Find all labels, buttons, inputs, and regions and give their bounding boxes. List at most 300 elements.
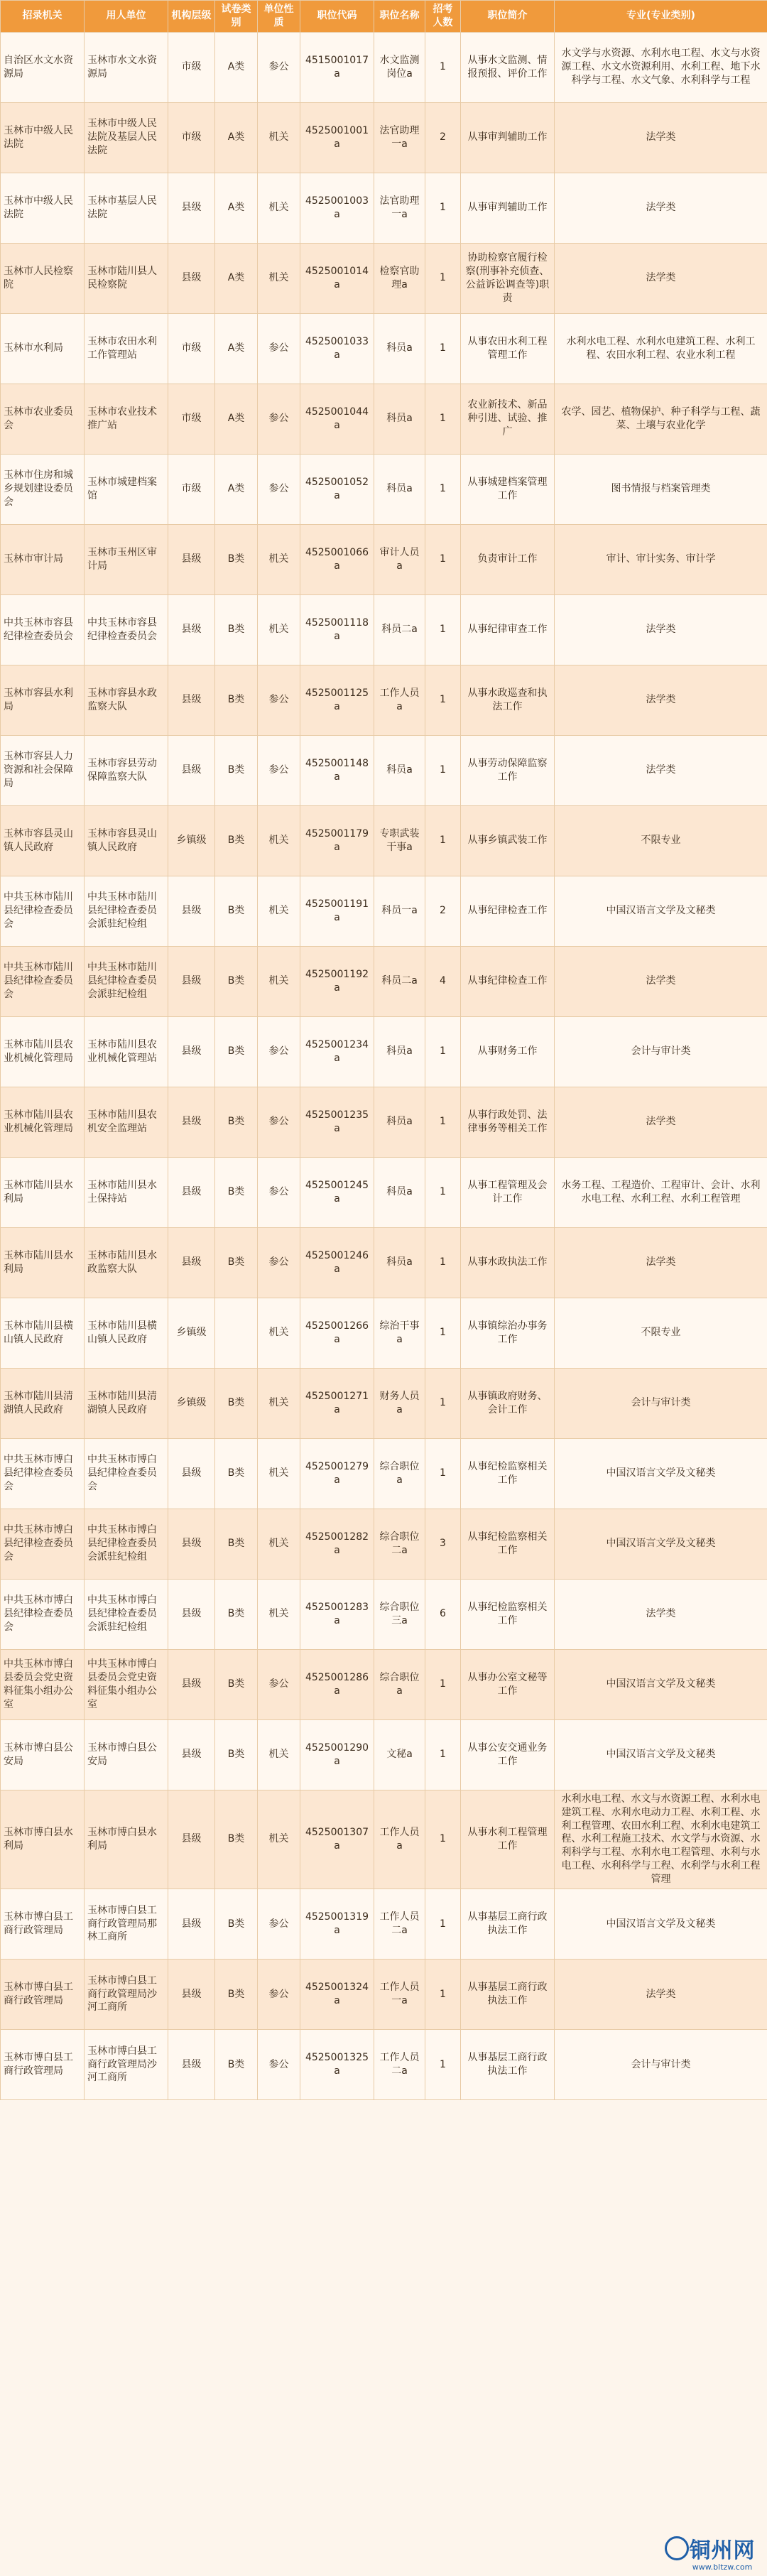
table-cell: 从事水政巡查和执法工作 [461,665,555,735]
table-cell: 中共玉林市陆川县纪律检查委员会 [1,946,85,1016]
table-cell: 协助检察官履行检察(刑事补充侦查、公益诉讼调查等)职责 [461,243,555,313]
table-cell: 从事基层工商行政执法工作 [461,2030,555,2100]
table-cell: 农学、园艺、植物保护、种子科学与工程、蔬菜、土壤与农业化学 [555,384,767,454]
table-cell: 1 [425,1889,461,1960]
table-cell: 1 [425,1790,461,1888]
table-cell: 中共玉林市陆川县纪律检查委员会派驻纪检组 [85,946,168,1016]
table-row [1,735,767,805]
table-cell: 玉林市博白县水利局 [85,1790,168,1888]
table-cell: 玉林市农田水利工作管理站 [85,313,168,384]
table-row [1,173,767,243]
table-cell: 法学类 [555,102,767,173]
table-cell: 1 [425,384,461,454]
table-cell: 参公 [258,384,300,454]
table-cell: B类 [215,1509,258,1579]
table-cell: 玉林市陆川县农机安全监理站 [85,1087,168,1157]
table-cell: 4525001279a [300,1438,374,1509]
table-cell: 法学类 [555,594,767,665]
table-cell: 4525001271a [300,1368,374,1438]
table-cell: 玉林市玉州区审计局 [85,524,168,594]
table-cell: 中共玉林市容县纪律检查委员会 [85,594,168,665]
table-cell: 1 [425,1157,461,1227]
column-header: 招录机关 [1,1,85,33]
table-cell: 4525001014a [300,243,374,313]
table-row [1,665,767,735]
table-cell: 1 [425,524,461,594]
table-cell: 从事工程管理及会计工作 [461,1157,555,1227]
table-cell: A类 [215,243,258,313]
table-cell: 中国汉语言文学及文秘类 [555,876,767,946]
table-cell: 1 [425,1960,461,2030]
column-header: 单位性质 [258,1,300,33]
table-cell: 1 [425,665,461,735]
table-cell: A类 [215,173,258,243]
table-cell: 玉林市容县水政监察大队 [85,665,168,735]
table-cell: 从事乡镇武装工作 [461,805,555,876]
table-cell: 1 [425,1719,461,1790]
table-cell: 县级 [168,524,215,594]
table-cell: 4525001234a [300,1016,374,1087]
table-cell: 中共玉林市博白县纪律检查委员会 [1,1579,85,1649]
table-cell: B类 [215,1438,258,1509]
table-cell: 2 [425,876,461,946]
table-cell: 4525001282a [300,1509,374,1579]
table-cell: 水文学与水资源、水利水电工程、水文与水资源工程、水文水资源利用、水利工程、地下水科学与工程、水文气象、水利科学与工程 [555,32,767,102]
table-cell: 工作人员二a [374,2030,425,2100]
table-cell: 中共玉林市陆川县纪律检查委员会 [1,876,85,946]
table-cell: 4525001179a [300,805,374,876]
table-cell: 玉林市农业技术推广站 [85,384,168,454]
table-cell: 法学类 [555,1960,767,2030]
table-cell: 水利水电工程、水文与水资源工程、水利水电建筑工程、水利水电动力工程、水利工程、水利工程管理、农田水利工程、水利水电建筑工程、水利工程施工技术、水文学与水资源、水利科学与工程、水利水电工程管理、水利与水电工程、水利科学与工程、水利学与水利工程管理 [555,1790,767,1888]
table-cell: 参公 [258,313,300,384]
table-cell: 4525001001a [300,102,374,173]
table-cell: 自治区水文水资源局 [1,32,85,102]
table-row [1,384,767,454]
table-cell: 从事基层工商行政执法工作 [461,1960,555,2030]
table-cell: 3 [425,1509,461,1579]
table-cell: 会计与审计类 [555,1368,767,1438]
table-cell: 玉林市博白县公安局 [1,1719,85,1790]
table-cell: 科员a [374,454,425,524]
table-cell: 检察官助理a [374,243,425,313]
table-cell: 1 [425,243,461,313]
site-logo-icon [665,2536,689,2560]
table-cell: 玉林市中级人民法院 [1,173,85,243]
table-cell: 县级 [168,876,215,946]
table-cell: 4525001125a [300,665,374,735]
table-cell: 县级 [168,173,215,243]
table-cell: 从事纪律检查工作 [461,946,555,1016]
table-cell: 从事纪律审查工作 [461,594,555,665]
table-cell: 2 [425,102,461,173]
table-cell: 从事水文监测、情报预报、评价工作 [461,32,555,102]
table-cell: 县级 [168,1719,215,1790]
table-cell: 乡镇级 [168,1368,215,1438]
watermark-title: 铜州网 [689,2538,756,2563]
table-cell: 1 [425,594,461,665]
table-cell: 1 [425,173,461,243]
table-cell: 法学类 [555,1087,767,1157]
table-cell: 法官助理一a [374,102,425,173]
table-cell: 从事审判辅助工作 [461,173,555,243]
table-cell: 参公 [258,735,300,805]
table-cell: 玉林市农业委员会 [1,384,85,454]
table-cell: 玉林市容县水利局 [1,665,85,735]
table-cell: 不限专业 [555,805,767,876]
table-cell: 县级 [168,1509,215,1579]
table-cell: 1 [425,1227,461,1298]
table-cell: 县级 [168,946,215,1016]
table-cell: 综合职位a [374,1649,425,1719]
table-cell: 玉林市容县灵山镇人民政府 [1,805,85,876]
table-cell: 从事镇政府财务、会计工作 [461,1368,555,1438]
table-cell: 玉林市水文水资源局 [85,32,168,102]
table-row [1,1719,767,1790]
table-cell: B类 [215,1579,258,1649]
table-cell: A类 [215,102,258,173]
table-cell: 机关 [258,524,300,594]
table-row [1,1016,767,1087]
table-cell: 县级 [168,735,215,805]
table-cell: 1 [425,1649,461,1719]
table-cell: 综合职位二a [374,1509,425,1579]
table-cell: 4525001319a [300,1889,374,1960]
table-cell: 中共玉林市陆川县纪律检查委员会派驻纪检组 [85,876,168,946]
table-cell: 4525001033a [300,313,374,384]
table-row [1,313,767,384]
table-cell: 4525001235a [300,1087,374,1157]
table-cell: B类 [215,1719,258,1790]
table-row [1,876,767,946]
table-cell: 从事基层工商行政执法工作 [461,1889,555,1960]
table-cell: 玉林市陆川县农业机械化管理局 [1,1016,85,1087]
table-row [1,594,767,665]
table-cell: 中国汉语言文学及文秘类 [555,1889,767,1960]
table-cell: 科员a [374,1016,425,1087]
table-cell: 工作人员一a [374,1960,425,2030]
table-cell: 1 [425,1016,461,1087]
table-cell: 县级 [168,1889,215,1960]
table-cell: 4515001017a [300,32,374,102]
table-cell: 4525001290a [300,1719,374,1790]
column-header: 职位名称 [374,1,425,33]
table-cell: 玉林市博白县工商行政管理局沙河工商所 [85,2030,168,2100]
table-cell: 玉林市城建档案馆 [85,454,168,524]
table-cell: 科员a [374,1087,425,1157]
table-header-row [1,1,767,33]
table-cell: 1 [425,735,461,805]
table-cell: 玉林市陆川县农业机械化管理局 [1,1087,85,1157]
table-cell: 4525001266a [300,1298,374,1368]
table-cell: 玉林市陆川县人民检察院 [85,243,168,313]
table-cell: 玉林市中级人民法院 [1,102,85,173]
table-cell: B类 [215,946,258,1016]
table-cell: 1 [425,1438,461,1509]
table-cell: 从事办公室文秘等工作 [461,1649,555,1719]
table-cell: 机关 [258,173,300,243]
table-row [1,1509,767,1579]
table-cell: 文秘a [374,1719,425,1790]
table-cell: 参公 [258,1087,300,1157]
table-cell: 从事水利工程管理工作 [461,1790,555,1888]
table-cell: 水文监测岗位a [374,32,425,102]
table-cell: 从事纪检监察相关工作 [461,1509,555,1579]
column-header: 用人单位 [85,1,168,33]
table-cell: 县级 [168,1157,215,1227]
column-header: 职位代码 [300,1,374,33]
table-cell: 乡镇级 [168,1298,215,1368]
table-cell: 图书情报与档案管理类 [555,454,767,524]
table-cell: 4525001283a [300,1579,374,1649]
table-cell: 中国汉语言文学及文秘类 [555,1719,767,1790]
table-cell: 1 [425,313,461,384]
table-row [1,1438,767,1509]
table-cell: 机关 [258,1790,300,1888]
table-cell: 玉林市容县劳动保障监察大队 [85,735,168,805]
table-cell: 玉林市陆川县水利局 [1,1227,85,1298]
table-cell: 机关 [258,102,300,173]
table-row [1,805,767,876]
table-cell: 1 [425,1298,461,1368]
table-cell: 1 [425,2030,461,2100]
table-cell: 4525001044a [300,384,374,454]
table-cell: 水利水电工程、水利水电建筑工程、水利工程、农田水利工程、农业水利工程 [555,313,767,384]
table-cell: 玉林市博白县工商行政管理局 [1,1889,85,1960]
table-row [1,1579,767,1649]
table-cell: 工作人员a [374,665,425,735]
table-cell: 从事农田水利工程管理工作 [461,313,555,384]
table-cell: 玉林市陆川县水土保持站 [85,1157,168,1227]
table-cell: B类 [215,1016,258,1087]
column-header: 招考人数 [425,1,461,33]
table-cell: 4525001148a [300,735,374,805]
table-cell: 4525001286a [300,1649,374,1719]
table-cell: 机关 [258,243,300,313]
table-cell: 科员a [374,1157,425,1227]
table-cell: 玉林市水利局 [1,313,85,384]
table-cell: 负责审计工作 [461,524,555,594]
watermark-url: www.bltzw.com [692,2562,753,2572]
table-cell: B类 [215,1087,258,1157]
table-cell: 机关 [258,594,300,665]
table-cell: 从事财务工作 [461,1016,555,1087]
table-cell: 参公 [258,1960,300,2030]
table-cell: B类 [215,524,258,594]
table-cell: 县级 [168,1960,215,2030]
table-row [1,946,767,1016]
table-cell: 参公 [258,454,300,524]
table-cell: 县级 [168,2030,215,2100]
table-cell: 会计与审计类 [555,1016,767,1087]
table-cell: 玉林市博白县公安局 [85,1719,168,1790]
table-cell: 农业新技术、新品种引进、试验、推广 [461,384,555,454]
table-cell: 玉林市博白县水利局 [1,1790,85,1888]
table-cell: 综合职位三a [374,1579,425,1649]
table-cell: 从事审判辅助工作 [461,102,555,173]
table-cell: 科员a [374,384,425,454]
table-cell: 中共玉林市博白县纪律检查委员会派驻纪检组 [85,1579,168,1649]
table-cell: 从事劳动保障监察工作 [461,735,555,805]
table-row [1,1087,767,1157]
site-watermark [662,2532,761,2572]
table-cell: B类 [215,1960,258,2030]
table-cell: 参公 [258,32,300,102]
table-cell: 玉林市审计局 [1,524,85,594]
table-cell: 市级 [168,313,215,384]
table-cell: 法学类 [555,243,767,313]
table-cell: 玉林市博白县工商行政管理局沙河工商所 [85,1960,168,2030]
table-cell: B类 [215,735,258,805]
table-cell: 审计人员a [374,524,425,594]
table-row [1,1889,767,1960]
table-cell: B类 [215,1790,258,1888]
table-cell: 机关 [258,946,300,1016]
table-cell: 工作人员a [374,1790,425,1888]
table-cell: B类 [215,1368,258,1438]
table-cell: 玉林市陆川县横山镇人民政府 [1,1298,85,1368]
table-cell: 从事纪检监察相关工作 [461,1579,555,1649]
table-cell: 科员二a [374,946,425,1016]
table-cell: 玉林市陆川县水政监察大队 [85,1227,168,1298]
table-cell: A类 [215,313,258,384]
table-row [1,32,767,102]
table-cell: 市级 [168,384,215,454]
table-row [1,454,767,524]
table-cell: B类 [215,876,258,946]
table-cell: 中共玉林市博白县纪律检查委员会 [1,1438,85,1509]
table-cell: 法学类 [555,1227,767,1298]
table-cell: 4525001324a [300,1960,374,2030]
table-cell: 4525001003a [300,173,374,243]
table-cell: 参公 [258,1889,300,1960]
table-row [1,1368,767,1438]
column-header: 专业(专业类别) [555,1,767,33]
table-cell: 科员一a [374,876,425,946]
table-cell: B类 [215,665,258,735]
table-cell: 不限专业 [555,1298,767,1368]
table-cell: 法学类 [555,665,767,735]
column-header: 职位简介 [461,1,555,33]
table-cell: 参公 [258,1016,300,1087]
table-cell: 玉林市博白县工商行政管理局 [1,2030,85,2100]
table-cell: 4 [425,946,461,1016]
table-row [1,2030,767,2100]
table-cell: 1 [425,1368,461,1438]
table-cell: 机关 [258,876,300,946]
table-cell: 从事城建档案管理工作 [461,454,555,524]
table-cell: 玉林市博白县工商行政管理局 [1,1960,85,2030]
table-cell: 4525001192a [300,946,374,1016]
table-cell: 法学类 [555,173,767,243]
table-cell: 机关 [258,1368,300,1438]
table-cell: 县级 [168,594,215,665]
table-cell: 1 [425,805,461,876]
table-cell: 中共玉林市容县纪律检查委员会 [1,594,85,665]
table-cell: 玉林市陆川县清湖镇人民政府 [85,1368,168,1438]
table-cell: B类 [215,805,258,876]
table-cell: 1 [425,454,461,524]
table-cell: 玉林市陆川县农业机械化管理站 [85,1016,168,1087]
table-cell: 科员二a [374,594,425,665]
table-cell: 乡镇级 [168,805,215,876]
table-cell: 4525001307a [300,1790,374,1888]
table-cell: B类 [215,1889,258,1960]
table-cell: 4525001052a [300,454,374,524]
table-cell: 中国汉语言文学及文秘类 [555,1438,767,1509]
table-cell: 机关 [258,1298,300,1368]
table-cell: 财务人员a [374,1368,425,1438]
table-cell: 玉林市陆川县横山镇人民政府 [85,1298,168,1368]
table-cell: 科员a [374,1227,425,1298]
table-cell: 中共玉林市博白县纪律检查委员会 [85,1438,168,1509]
table-cell: B类 [215,1649,258,1719]
table-row [1,1298,767,1368]
table-cell: 4525001066a [300,524,374,594]
table-cell: 中共玉林市博白县纪律检查委员会派驻纪检组 [85,1509,168,1579]
table-cell: A类 [215,454,258,524]
table-cell: 水务工程、工程造价、工程审计、会计、水利水电工程、水利工程、水利工程管理 [555,1157,767,1227]
table-row [1,102,767,173]
table-cell: 会计与审计类 [555,2030,767,2100]
table-cell [215,1298,258,1368]
table-row [1,1157,767,1227]
table-cell: 参公 [258,665,300,735]
table-cell: 审计、审计实务、审计学 [555,524,767,594]
table-cell: 6 [425,1579,461,1649]
table-cell: 玉林市容县灵山镇人民政府 [85,805,168,876]
table-row [1,1227,767,1298]
table-cell: 县级 [168,1438,215,1509]
table-cell: 县级 [168,1790,215,1888]
table-row [1,1790,767,1888]
table-cell: B类 [215,594,258,665]
table-cell: A类 [215,32,258,102]
table-cell: 县级 [168,1579,215,1649]
table-cell: 科员a [374,735,425,805]
table-cell: 法学类 [555,946,767,1016]
table-row [1,1960,767,2030]
table-cell: 机关 [258,805,300,876]
table-cell: 参公 [258,2030,300,2100]
table-cell: 县级 [168,1649,215,1719]
table-cell: 综合职位a [374,1438,425,1509]
table-cell: 县级 [168,1016,215,1087]
table-cell: B类 [215,2030,258,2100]
table-cell: 从事水政执法工作 [461,1227,555,1298]
table-cell: 1 [425,1087,461,1157]
table-cell: 玉林市住房和城乡规划建设委员会 [1,454,85,524]
table-cell: 玉林市博白县工商行政管理局那林工商所 [85,1889,168,1960]
column-header: 试卷类别 [215,1,258,33]
table-cell: 专职武装干事a [374,805,425,876]
table-cell: 市级 [168,454,215,524]
table-cell: 市级 [168,102,215,173]
table-cell: 市级 [168,32,215,102]
table-cell: 工作人员二a [374,1889,425,1960]
table-cell: 法官助理一a [374,173,425,243]
table-cell: 玉林市容县人力资源和社会保障局 [1,735,85,805]
table-cell: 参公 [258,1157,300,1227]
table-cell: 4525001325a [300,2030,374,2100]
table-cell: 4525001118a [300,594,374,665]
table-cell: A类 [215,384,258,454]
table-cell: 机关 [258,1719,300,1790]
table-cell: 中国汉语言文学及文秘类 [555,1649,767,1719]
table-cell: 4525001191a [300,876,374,946]
table-cell: 玉林市陆川县水利局 [1,1157,85,1227]
table-cell: 县级 [168,665,215,735]
